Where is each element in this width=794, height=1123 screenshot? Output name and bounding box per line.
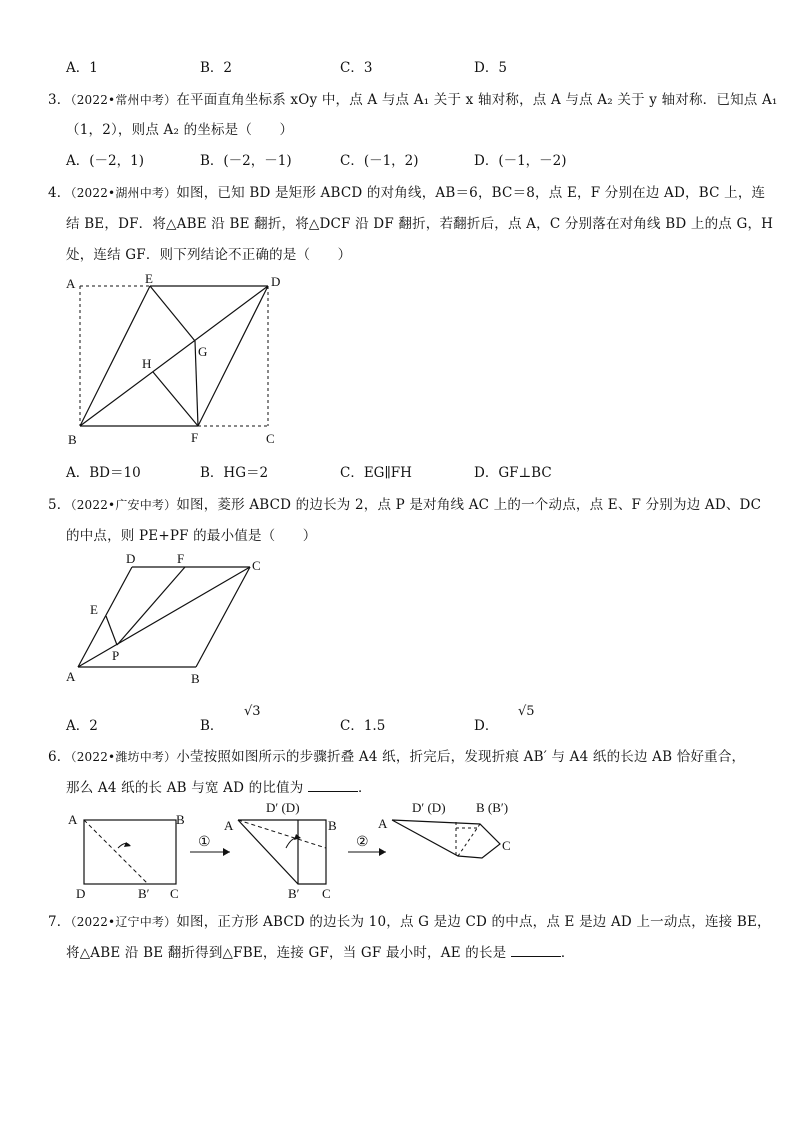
q5-label-e: E (90, 602, 98, 617)
q5-label-a: A (66, 669, 76, 684)
q3-text1: 在平面直角坐标系 xOy 中，点 A 与点 A₁ 关于 x 轴对称，点 A 与点 A₂ 关于 y 轴对称．已知点 A₁ (176, 92, 778, 108)
q5-seg-pf (117, 567, 185, 645)
q5-seg-pe (106, 616, 117, 645)
q6-fig3-label-b-b-prime: B (B′) (476, 800, 509, 815)
q7-text1: 如图，正方形 ABCD 的边长为 10，点 G 是边 CD 的中点，点 E 是边 AD 上一动点，连接 BE， (176, 914, 771, 930)
q6-fig1-label-b-prime: B′ (138, 886, 150, 901)
q6-fig2-shape (238, 820, 326, 884)
q5-seg-bc (196, 567, 250, 667)
q4-option-d: D．GF⊥BC (474, 465, 552, 481)
q4-number: 4． (48, 185, 71, 201)
q3-line2: （1，2），则点 A₂ 的坐标是（ ） (66, 122, 294, 138)
q6-fig3-label-a: A (378, 816, 388, 831)
q4-label-h: H (142, 356, 152, 371)
q7-source: （2022•辽宁中考） (70, 915, 177, 929)
q4-label-e: E (145, 271, 153, 286)
q4-label-b: B (68, 432, 77, 447)
q4-seg-hf (153, 372, 198, 426)
q5-number: 5． (48, 497, 71, 513)
q4-label-a: A (66, 276, 76, 291)
q6-text1: 小莹按照如图所示的步骤折叠 A4 纸，折完后，发现折痕 AB′ 与 A4 纸的长边 AB 恰好重合， (176, 749, 746, 765)
q7-number: 7． (48, 914, 71, 930)
q6-fig3-label-d-prime: D′ (D) (412, 800, 446, 815)
q6-step1-marker: ① (198, 835, 211, 850)
q6-text2: 那么 A4 纸的长 AB 与宽 AD 的比值为 (66, 780, 304, 796)
q6-source: （2022•潍坊中考） (70, 750, 177, 764)
q3-option-c: C．(－1，2) (340, 153, 419, 169)
q5-seg-ad (78, 567, 132, 667)
q7-answer-blank[interactable] (511, 944, 561, 957)
q5-label-f: F (177, 551, 185, 566)
q2-option-b: B．2 (200, 60, 233, 76)
q2-option-a: A．1 (66, 60, 98, 76)
q6-text2-end: ． (357, 780, 372, 796)
q3-option-d: D．(－1，－2) (474, 153, 567, 169)
q7-text2: 将△ABE 沿 BE 翻折得到△FBE，连接 GF，当 GF 最小时，AE 的长是 (66, 945, 507, 961)
q6-fig1-arrowhead (124, 842, 131, 847)
q5-line1 (48, 493, 761, 513)
q4-line3: 处，连结 GF．则下列结论不正确的是（ ） (66, 247, 352, 263)
q2-option-d: D．5 (474, 60, 507, 76)
q6-step1-arrowhead (223, 848, 230, 856)
q6-fig2-label-d-prime: D′ (D) (266, 800, 300, 815)
q3-line1 (48, 88, 778, 108)
q5-option-b: B． (200, 718, 224, 734)
q6-fig2-label-b-prime: B′ (288, 886, 300, 901)
q5-label-b: B (191, 671, 200, 686)
q5-option-a: A．2 (66, 718, 98, 734)
q5-option-d: D． (474, 718, 499, 734)
q4-option-a: A．BD＝10 (66, 465, 141, 481)
q3-number: 3． (48, 92, 71, 108)
q6-fig1-label-c: C (170, 886, 179, 901)
q4-seg-be (80, 286, 150, 426)
q6-step2-marker: ② (356, 835, 369, 850)
q6-fig2-label-b: B (328, 818, 337, 833)
q5-source: （2022•广安中考） (70, 498, 177, 512)
q4-option-c: C．EG∥FH (340, 465, 412, 481)
q3-source: （2022•常州中考） (70, 93, 177, 107)
q3-option-a: A．(－2，1) (66, 153, 144, 169)
q5-text1: 如图，菱形 ABCD 的边长为 2，点 P 是对角线 AC 上的一个动点，点 E、F 分别为边 AD、DC (176, 497, 762, 513)
q4-seg-bd (80, 286, 268, 426)
q6-fig3-label-c: C (502, 838, 511, 853)
q6-fig1-label-a: A (68, 812, 78, 827)
q7-line2 (66, 941, 575, 961)
q6-fig1-rect (84, 820, 176, 884)
q6-answer-blank[interactable] (308, 779, 358, 792)
q4-text1: 如图，已知 BD 是矩形 ABCD 的对角线，AB＝6，BC＝8，点 E，F 分别在边 AD，BC 上，连 (176, 185, 766, 201)
q6-line1 (48, 745, 745, 765)
q4-label-c: C (266, 431, 275, 446)
q5-rhombus-figure (60, 550, 280, 690)
q5-label-d: D (126, 551, 136, 566)
q2-option-c: C．3 (340, 60, 373, 76)
q6-line2 (66, 776, 372, 796)
q5-option-c: C．1.5 (340, 718, 386, 734)
q4-line1 (48, 181, 765, 201)
q6-folding-figure (60, 798, 540, 906)
q3-option-b: B．(－2，－1) (200, 153, 292, 169)
q6-fig1-fold-line (84, 820, 148, 884)
q4-rectangle-figure (60, 270, 290, 452)
q4-seg-df (198, 286, 268, 426)
q5-option-b-radical: √3 (244, 704, 261, 719)
q4-line2: 结 BE，DF．将△ABE 沿 BE 翻折，将△DCF 沿 DF 翻折，若翻折后，点 A，C 分别落在对角线 BD 上的点 G，H (66, 216, 774, 232)
q4-seg-eg (150, 286, 195, 341)
q6-number: 6． (48, 749, 71, 765)
q5-line2: 的中点，则 PE+PF 的最小值是（ ） (66, 528, 317, 544)
q6-fig2-label-c: C (322, 886, 331, 901)
q7-line1 (48, 910, 771, 930)
q6-step2-arrowhead (379, 848, 386, 856)
q5-label-p: P (112, 648, 120, 663)
q6-fig1-label-b: B (176, 812, 185, 827)
q6-fig1-label-d: D (76, 886, 86, 901)
q5-option-d-radical: √5 (518, 704, 535, 719)
q5-seg-ac (78, 567, 250, 667)
q4-option-b: B．HG＝2 (200, 465, 269, 481)
q4-source: （2022•湖州中考） (70, 186, 177, 200)
q4-label-g: G (198, 344, 208, 359)
q6-fig3-shape (392, 820, 500, 858)
q7-text2-end: ． (560, 945, 575, 961)
q6-fig2-label-a: A (224, 818, 234, 833)
q6-fig3-dashed-diagonal (458, 824, 480, 856)
q4-label-d: D (271, 274, 281, 289)
q5-label-c: C (252, 558, 261, 573)
q4-label-f: F (191, 430, 199, 445)
